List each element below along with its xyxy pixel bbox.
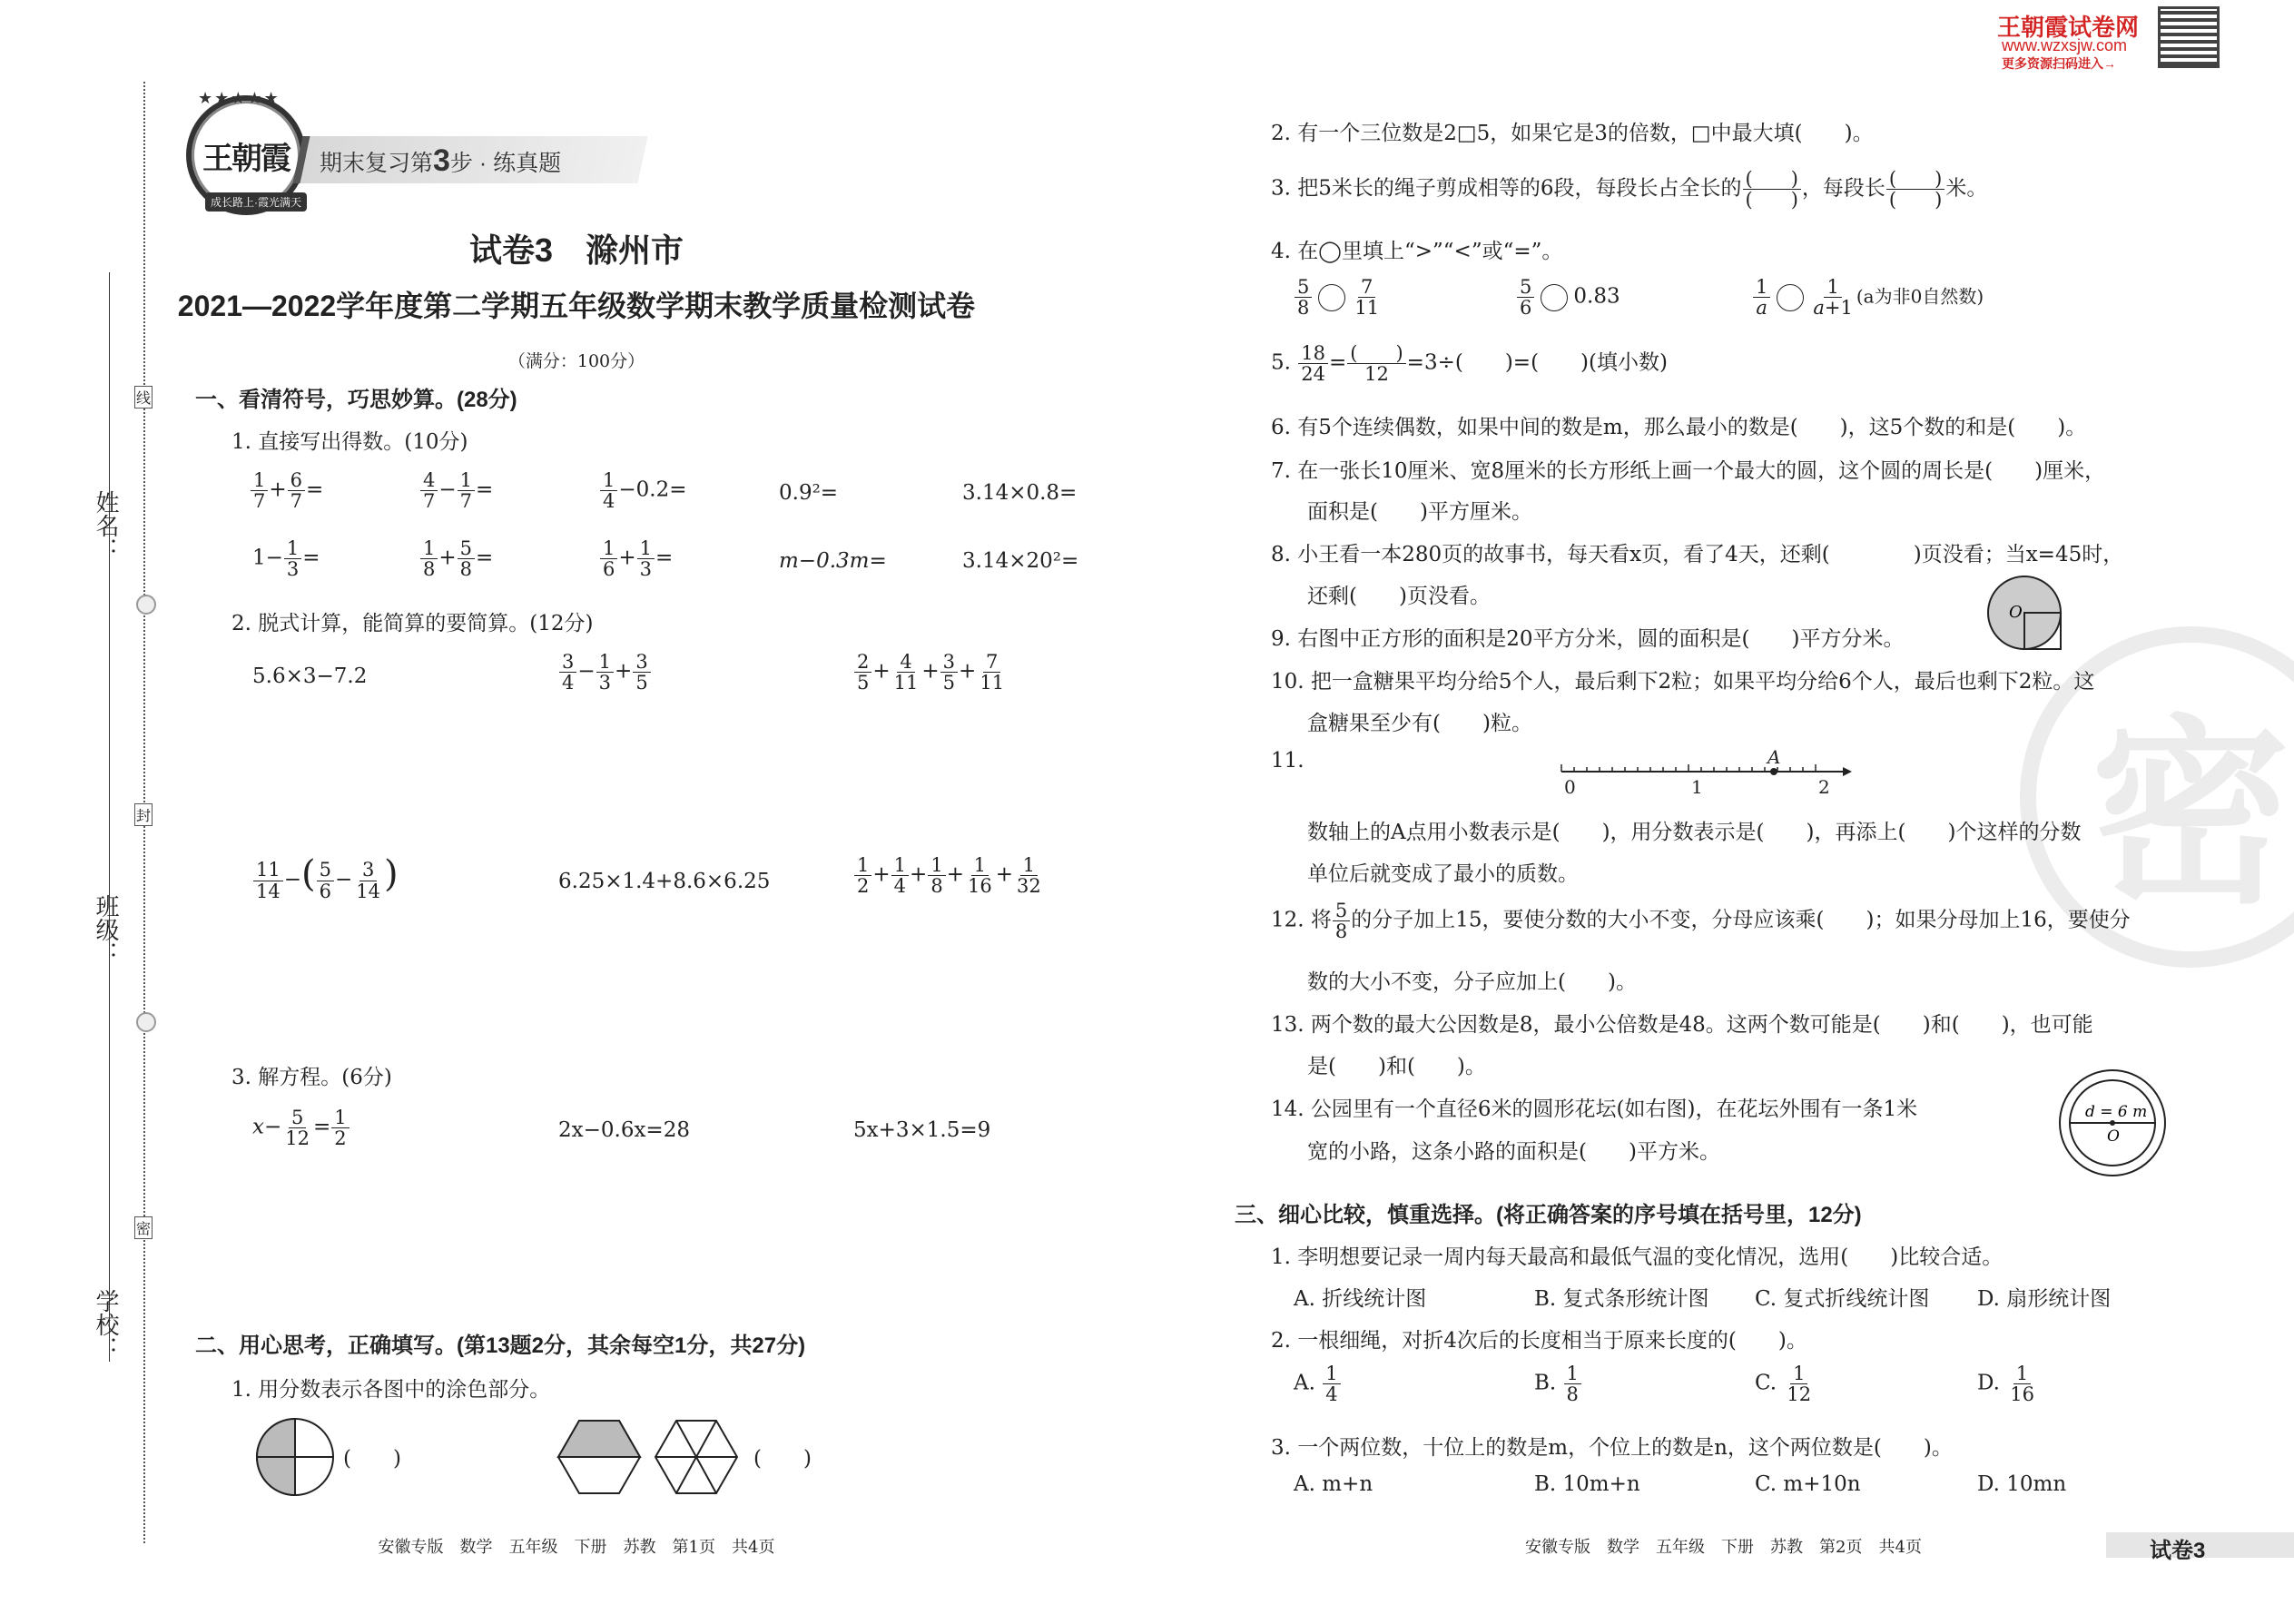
q1-item: 3.14×20²= bbox=[962, 549, 1079, 573]
fill-q8b: 还剩( )页没看。 bbox=[1307, 585, 1491, 608]
choice-q1-option: C. 复式折线统计图 bbox=[1755, 1287, 1930, 1311]
fill-q7b: 面积是( )平方厘米。 bbox=[1307, 500, 1532, 524]
quartered-circle-figure bbox=[257, 1419, 333, 1495]
section-3-heading: 三、细心比较，慎重选择。(将正确答案的序号填在括号里，12分) bbox=[1235, 1203, 1862, 1227]
fill-q4-compare: $\frac{5}{6}$ 0.83 bbox=[1516, 277, 1620, 318]
school-label: 学校： bbox=[92, 1289, 119, 1360]
choice-q1-option: A. 折线统计图 bbox=[1294, 1287, 1427, 1311]
q1-label: 1. 直接写出得数。(10分) bbox=[231, 430, 468, 454]
circle-center-label: O bbox=[2009, 603, 2023, 622]
q2-item: 6.25×1.4+8.6×6.25 bbox=[558, 870, 771, 893]
footer-right: 安徽专版 数学 五年级 下册 苏教 第2页 共4页 bbox=[1525, 1538, 1922, 1557]
stamp-char: 密 bbox=[2090, 695, 2290, 930]
logo-text: 王朝霞 bbox=[202, 140, 290, 177]
s2-q1-label: 1. 用分数表示各图中的涂色部分。 bbox=[231, 1378, 551, 1402]
q3-label: 3. 解方程。(6分) bbox=[231, 1066, 392, 1089]
binding-solid-line bbox=[109, 272, 110, 1362]
q1-item: 0.9²= bbox=[779, 481, 839, 505]
hexagon-divided-figure bbox=[655, 1421, 737, 1493]
paper-title: 试卷3 滁州市 bbox=[468, 231, 684, 269]
q1-item: $\frac{1}{8}$ + $\frac{5}{8}$ = bbox=[419, 538, 493, 579]
fill-q4-compare: $\frac{5}{8}$ $\frac{7}{11}$ bbox=[1294, 277, 1383, 318]
choice-q3-option: D. 10mn bbox=[1977, 1472, 2067, 1496]
q1-item: $\frac{4}{7}$ − $\frac{1}{7}$ = bbox=[419, 470, 493, 511]
logo-motto: 成长路上·霞光满天 bbox=[205, 192, 307, 212]
hexagon-shaded-figure bbox=[558, 1421, 640, 1493]
choice-q2-option: A. $\frac{1}{4}$ bbox=[1294, 1363, 1342, 1404]
q3-item: x− $\frac{5}{12}$ = $\frac{1}{2}$ bbox=[252, 1107, 350, 1148]
seal-char-feng: 封 bbox=[134, 803, 153, 826]
full-score: （满分：100分） bbox=[507, 351, 645, 371]
q2-item: $\frac{1}{2}$ + $\frac{1}{4}$ + $\frac{1}{8}$ + $\frac{1}{16}$ + $\frac{1}{32}$ bbox=[853, 855, 1045, 896]
name-label: 姓名： bbox=[92, 490, 119, 561]
fill-q14b: 宽的小路，这条小路的面积是( )平方米。 bbox=[1307, 1140, 1720, 1164]
fill-q2: 2. 有一个三位数是2□5，如果它是3的倍数，□中最大填( )。 bbox=[1271, 122, 1874, 145]
fill-q5: 5. $\frac{18}{24}$ = $\frac{( )}{12}$ =3÷( )=( )(填小数) bbox=[1271, 342, 1668, 386]
fill-q14a: 14. 公园里有一个直径6米的圆形花坛(如右图)，在花坛外围有一条1米 bbox=[1271, 1097, 1918, 1121]
flowerbed-figure bbox=[2056, 1067, 2170, 1180]
q3-item: 5x+3×1.5=9 bbox=[853, 1118, 991, 1142]
choice-q2-option: C. $\frac{1}{12}$ bbox=[1755, 1363, 1812, 1406]
q1-item: m−0.3m= bbox=[779, 549, 887, 573]
banner-text: 期末复习第3步 · 练真题 bbox=[320, 143, 562, 178]
footer-left: 安徽专版 数学 五年级 下册 苏教 第1页 共4页 bbox=[378, 1538, 775, 1557]
choice-q3: 3. 一个两位数，十位上的数是m，个位上的数是n，这个两位数是( )。 bbox=[1271, 1436, 1953, 1460]
fill-q4-compare: $\frac{1}{a}$ $\frac{1}{a+1}$ (a为非0自然数) bbox=[1752, 277, 1984, 318]
fill-q11: 11. bbox=[1271, 749, 1305, 773]
q2-item: $\frac{11}{14}$ −( $\frac{5}{6}$ − $\frac{3}{14}$ ) bbox=[252, 853, 399, 901]
section-1-heading: 一、看清符号，巧思妙算。(28分) bbox=[195, 388, 517, 412]
fill-q7a: 7. 在一张长10厘米、宽8厘米的长方形纸上画一个最大的圆，这个圆的周长是( )厘米， bbox=[1271, 459, 2106, 483]
choice-q2-option: D. $\frac{1}{16}$ bbox=[1977, 1363, 2034, 1406]
paper-subtitle: 2021—2022学年度第二学期五年级数学期末教学质量检测试卷 bbox=[177, 290, 976, 322]
choice-q3-option: A. m+n bbox=[1294, 1472, 1373, 1496]
answer-paren: ( ) bbox=[343, 1447, 401, 1471]
logo-crown-icon: ★★★★★ bbox=[198, 89, 281, 108]
fill-q6: 6. 有5个连续偶数，如果中间的数是m，那么最小的数是( )，这5个数的和是( )。 bbox=[1271, 416, 2087, 439]
fill-q3: 3. 把5米长的绳子剪成相等的6段，每段长占全长的 $\frac{( )}{( )}$ ，每段长 $\frac{( )}{( )}$ 米。 bbox=[1271, 168, 1988, 212]
binding-hole-icon bbox=[136, 595, 156, 615]
fill-q12b: 数的大小不变，分子应加上( )。 bbox=[1307, 970, 1637, 994]
choice-q1: 1. 李明想要记录一周内每天最高和最低气温的变化情况，选用( )比较合适。 bbox=[1271, 1245, 2004, 1269]
choice-q2-option: B. $\frac{1}{8}$ bbox=[1534, 1363, 1582, 1404]
q2-item: $\frac{3}{4}$ − $\frac{1}{3}$ + $\frac{3}{5}$ bbox=[558, 652, 652, 693]
blank-circle-icon bbox=[1318, 284, 1345, 311]
qr-code-icon bbox=[2161, 9, 2217, 65]
section-2-heading: 二、用心思考，正确填写。(第13题2分，其余每空1分，共27分) bbox=[195, 1334, 806, 1358]
watermark-brand: 王朝霞试卷网 bbox=[1997, 14, 2140, 41]
center-label: O bbox=[2107, 1127, 2120, 1146]
number-line-label: 2 bbox=[1818, 776, 1830, 798]
diameter-label: d = 6 m bbox=[2085, 1103, 2148, 1121]
q1-item: 3.14×0.8= bbox=[962, 481, 1078, 505]
choice-q2: 2. 一根细绳，对折4次后的长度相当于原来长度的( )。 bbox=[1271, 1329, 1807, 1353]
class-label: 班级： bbox=[92, 894, 119, 965]
q1-item: $\frac{1}{7}$ + $\frac{6}{7}$ = bbox=[250, 470, 323, 511]
fill-q10b: 盒糖果至少有( )粒。 bbox=[1307, 712, 1532, 735]
fill-q4: 4. 在◯里填上“>”“<”或“=”。 bbox=[1271, 240, 1563, 263]
number-line-label: 1 bbox=[1691, 776, 1703, 798]
blank-circle-icon bbox=[1541, 284, 1568, 311]
number-line-point-label: A bbox=[1767, 746, 1781, 768]
fill-q9: 9. 右图中正方形的面积是20平方分米，圆的面积是( )平方分米。 bbox=[1271, 627, 1905, 651]
seal-char-xian: 线 bbox=[134, 386, 153, 408]
fill-q11a: 数轴上的A点用小数表示是( )，用分数表示是( )，再添上( )个这样的分数 bbox=[1307, 821, 2082, 844]
footer-tag: 试卷3 bbox=[2150, 1539, 2206, 1563]
fill-q8a: 8. 小王看一本280页的故事书，每天看x页，看了4天，还剩( )页没看；当x=45时， bbox=[1271, 543, 2124, 566]
fill-q13b: 是( )和( )。 bbox=[1307, 1055, 1486, 1078]
q1-item: 1− $\frac{1}{3}$ = bbox=[252, 537, 320, 581]
fill-q13a: 13. 两个数的最大公因数是8，最小公倍数是48。这两个数可能是( )和( )，也可能 bbox=[1271, 1013, 2093, 1037]
number-line-label: 0 bbox=[1564, 776, 1576, 798]
binding-hole-icon bbox=[136, 1012, 156, 1032]
watermark-url: www.wzxsjw.com bbox=[2002, 36, 2128, 54]
choice-q1-option: B. 复式条形统计图 bbox=[1534, 1287, 1709, 1311]
circle-square-figure bbox=[1984, 572, 2065, 654]
q2-label: 2. 脱式计算，能简算的要简算。(12分) bbox=[231, 612, 594, 635]
blank-circle-icon bbox=[1777, 284, 1804, 311]
fill-q11b: 单位后就变成了最小的质数。 bbox=[1307, 862, 1579, 886]
number-line-point bbox=[1770, 768, 1777, 775]
choice-q1-option: D. 扇形统计图 bbox=[1977, 1287, 2112, 1311]
q1-item: $\frac{1}{4}$ −0.2= bbox=[599, 470, 687, 511]
q2-item: $\frac{2}{5}$ + $\frac{4}{11}$ + $\frac{3}{5}$ + $\frac{7}{11}$ bbox=[853, 652, 1008, 693]
choice-q3-option: C. m+10n bbox=[1755, 1472, 1861, 1496]
choice-q3-option: B. 10m+n bbox=[1534, 1472, 1640, 1496]
fill-q10a: 10. 把一盒糖果平均分给5个人，最后剩下2粒；如果平均分给6个人，最后也剩下2粒。这 bbox=[1271, 670, 2095, 694]
seal-char-mi: 密 bbox=[134, 1216, 153, 1239]
q3-item: 2x−0.6x=28 bbox=[558, 1118, 690, 1142]
q1-item: $\frac{1}{6}$ + $\frac{1}{3}$ = bbox=[599, 538, 673, 579]
fill-q12: 12. 将 $\frac{5}{8}$ 的分子加上15，要使分数的大小不变，分母应该乘( )；如果分母加上16，要使分 bbox=[1271, 900, 2131, 943]
watermark-hint: 更多资源扫码进入→ bbox=[2002, 56, 2116, 71]
answer-paren: ( ) bbox=[753, 1447, 812, 1471]
q2-item: 5.6×3−7.2 bbox=[252, 664, 368, 688]
